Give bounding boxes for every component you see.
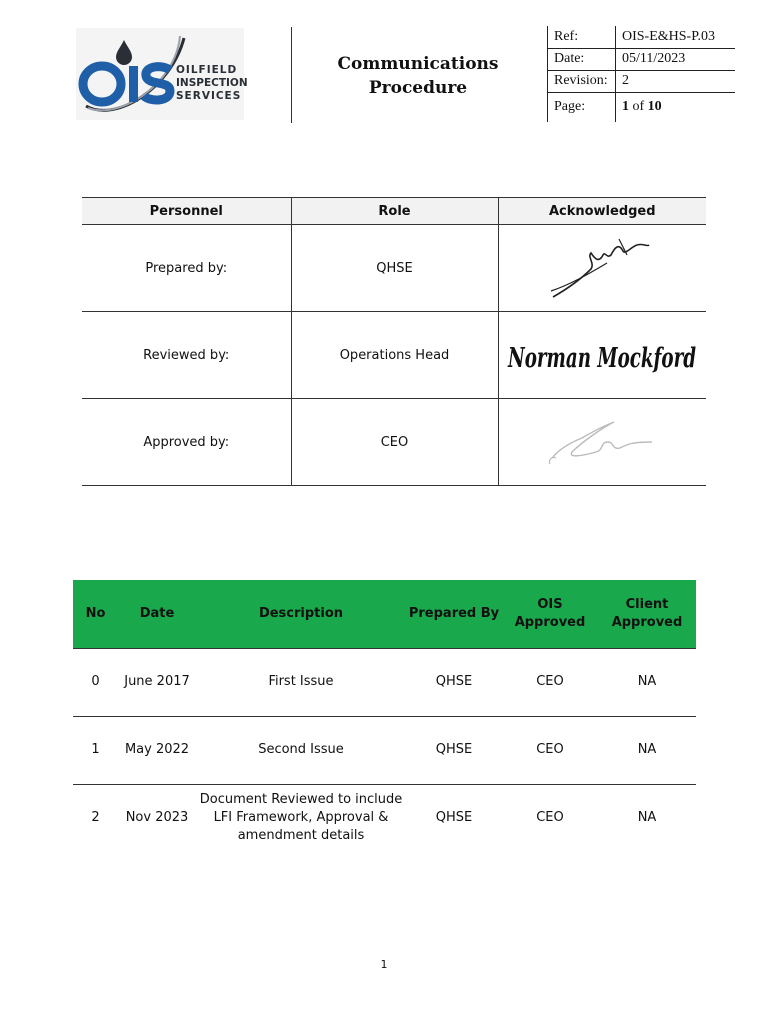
- column-header-client-approved: Client Approved: [598, 580, 696, 648]
- meta-value: OIS-E&HS-P.03: [616, 26, 736, 48]
- revision-row: [73, 784, 696, 852]
- column-header: Acknowledged: [498, 198, 706, 225]
- column-header-ois-approved: OIS Approved: [502, 580, 598, 648]
- revision-row: [73, 716, 696, 784]
- revision-client-approved: NA: [598, 784, 696, 852]
- meta-value: 2: [616, 70, 736, 92]
- role-cell: CEO: [291, 399, 498, 486]
- revision-prepared-by: QHSE: [406, 648, 502, 716]
- meta-label: Date:: [548, 48, 616, 70]
- column-header-prepared-by: Prepared By: [406, 580, 502, 648]
- footer-page-number: 1: [380, 958, 388, 971]
- meta-value: [616, 92, 736, 122]
- approvals-table: [82, 197, 706, 486]
- column-header-no: No: [73, 580, 118, 648]
- revision-prepared-by: QHSE: [406, 784, 502, 852]
- revision-no: 1: [73, 716, 118, 784]
- document-title: [318, 52, 518, 100]
- revision-date: June 2017: [118, 648, 196, 716]
- approval-row: [82, 312, 706, 399]
- role-cell: QHSE: [291, 225, 498, 312]
- title-line-1: Communications: [337, 54, 499, 74]
- signature-cell: [498, 225, 706, 312]
- personnel-cell: Prepared by:: [82, 225, 291, 312]
- meta-value: 05/11/2023: [616, 48, 736, 70]
- meta-label: Ref:: [548, 26, 616, 48]
- column-header-description: Description: [196, 580, 406, 648]
- personnel-cell: Approved by:: [82, 399, 291, 486]
- revision-description: Document Reviewed to include LFI Framework, Approval & amendment details: [196, 784, 406, 852]
- revision-description: Second Issue: [196, 716, 406, 784]
- revision-client-approved: NA: [598, 716, 696, 784]
- document-meta-table: [547, 26, 735, 122]
- signature-cell: [498, 312, 706, 399]
- revision-history-table: [73, 580, 696, 852]
- revision-client-approved: NA: [598, 648, 696, 716]
- page-of: of: [632, 99, 645, 115]
- revision-ois-approved: CEO: [502, 648, 598, 716]
- revision-ois-approved: CEO: [502, 716, 598, 784]
- meta-row-page: [548, 92, 736, 122]
- revision-ois-approved: CEO: [502, 784, 598, 852]
- revision-date: Nov 2023: [118, 784, 196, 852]
- revision-description: First Issue: [196, 648, 406, 716]
- revision-no: 2: [73, 784, 118, 852]
- signature-cell: [498, 399, 706, 486]
- revision-header-row: [73, 580, 696, 648]
- header-divider: [291, 27, 292, 123]
- svg-text:INSPECTION: INSPECTION: [176, 77, 248, 89]
- revision-row: [73, 648, 696, 716]
- meta-row-revision: [548, 70, 736, 92]
- page-total: 10: [647, 99, 662, 115]
- meta-row-date: [548, 48, 736, 70]
- page-current: 1: [622, 99, 629, 115]
- column-header: Role: [291, 198, 498, 225]
- approval-row: [82, 225, 706, 312]
- column-header: Personnel: [82, 198, 291, 225]
- meta-label: Revision:: [548, 70, 616, 92]
- signature-approved-icon: [542, 412, 662, 472]
- signature-reviewed-icon: [504, 325, 700, 385]
- meta-row-ref: [548, 26, 736, 48]
- oil-drop-logo-icon: [76, 28, 248, 120]
- svg-text:SERVICES: SERVICES: [176, 90, 242, 102]
- company-logo: [76, 28, 248, 120]
- personnel-cell: Reviewed by:: [82, 312, 291, 399]
- svg-text:Norman Mockford: Norman Mockford: [507, 343, 697, 374]
- column-header-date: Date: [118, 580, 196, 648]
- revision-prepared-by: QHSE: [406, 716, 502, 784]
- meta-label: Page:: [548, 92, 616, 122]
- role-cell: Operations Head: [291, 312, 498, 399]
- svg-text:OILFIELD: OILFIELD: [176, 64, 238, 76]
- title-line-2: Procedure: [368, 78, 468, 98]
- revision-date: May 2022: [118, 716, 196, 784]
- signature-prepared-icon: [547, 233, 657, 303]
- revision-no: 0: [73, 648, 118, 716]
- approval-row: [82, 399, 706, 486]
- approvals-header-row: [82, 198, 706, 225]
